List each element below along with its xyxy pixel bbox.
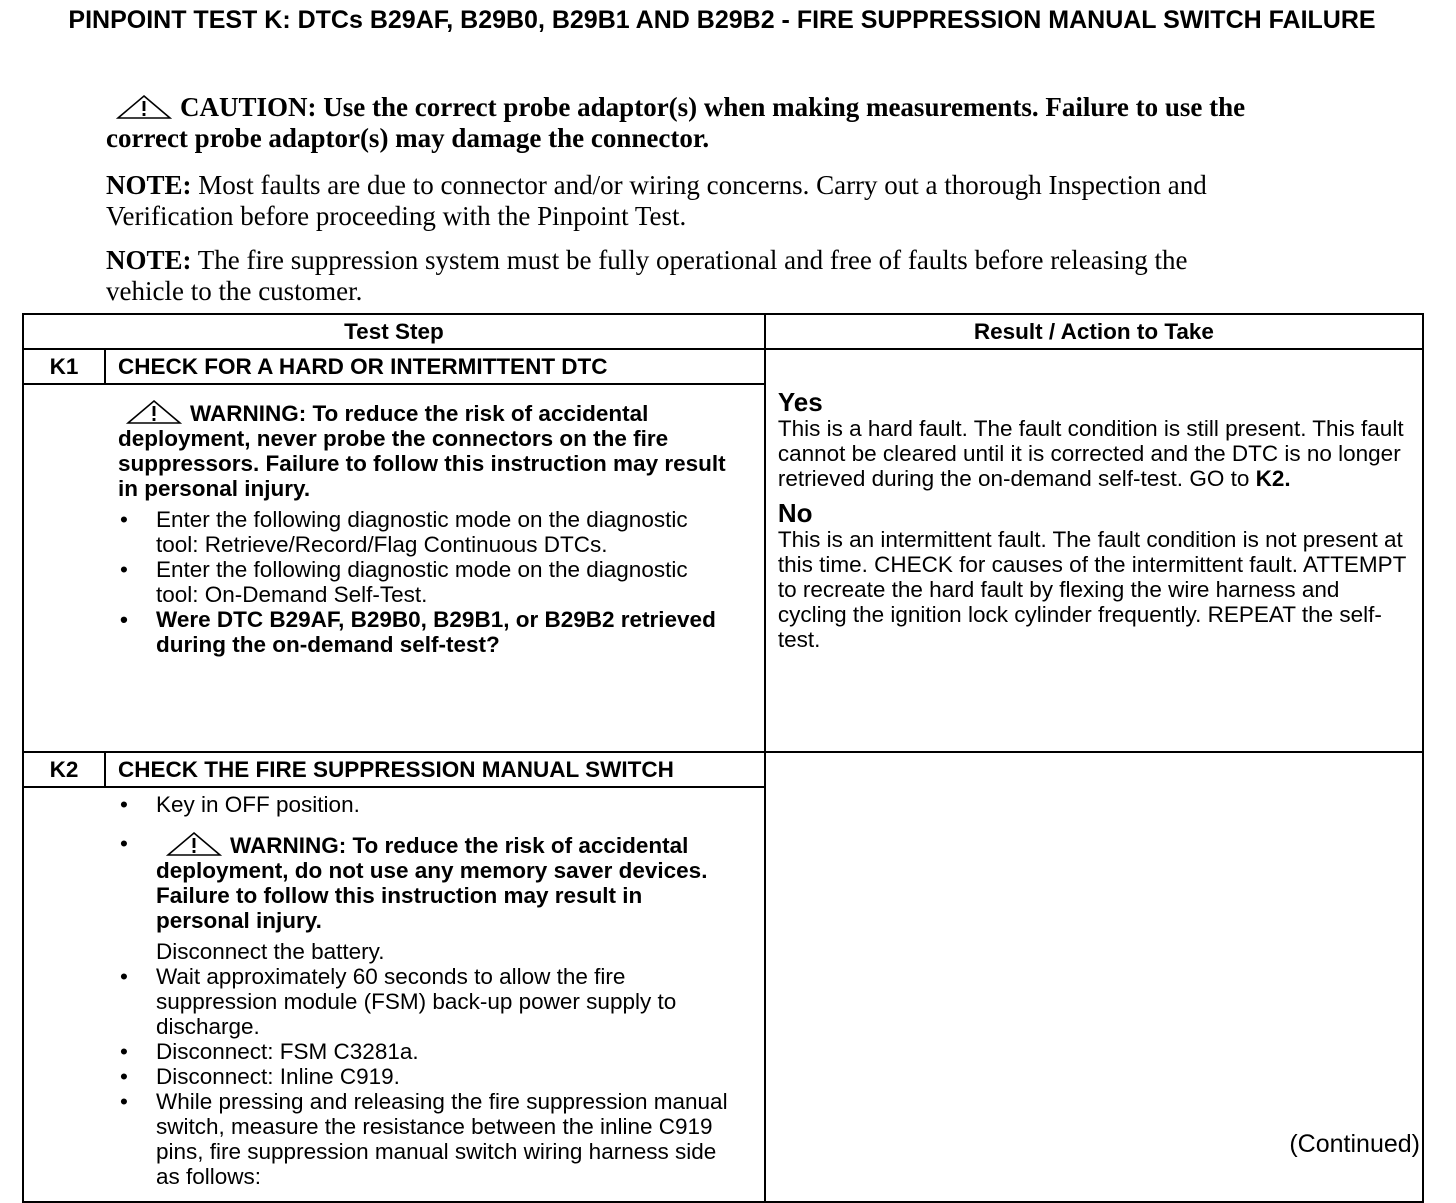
yes-text (778, 416, 1414, 491)
list-item-warning (118, 831, 734, 964)
step-id-k1: K1 (23, 349, 105, 384)
note-1 (106, 170, 1246, 232)
note-1-label: NOTE: (106, 170, 192, 200)
step-heading-k1: CHECK FOR A HARD OR INTERMITTENT DTC (105, 349, 765, 384)
note-1-text: Most faults are due to connector and/or wiring concerns. Carry out a thorough Inspection and Verification before proceeding with the Pinpoint Test. (106, 170, 1207, 231)
warning-triangle-icon (116, 94, 172, 120)
goto-k2: K2 (1255, 466, 1285, 491)
note-2 (106, 245, 1246, 307)
page-title: PINPOINT TEST K: DTCs B29AF, B29B0, B29B1 AND B29B2 - FIRE SUPPRESSION MANUAL SWITCH FAILURE (68, 6, 1376, 34)
step-id-k2: K2 (23, 752, 105, 787)
note-2-label: NOTE: (106, 245, 192, 275)
caution-note (106, 92, 1326, 154)
list-item: • Wait approximately 60 seconds to allow the fire suppression module (FSM) back-up power supply to discharge. (118, 964, 734, 1039)
list-item: • Disconnect: FSM C3281a. (118, 1039, 734, 1064)
list-item: • Enter the following diagnostic mode on the diagnostic tool: On-Demand Self-Test. (118, 557, 734, 607)
list-item: • Enter the following diagnostic mode on the diagnostic tool: Retrieve/Record/Flag Continuous DTCs. (118, 507, 734, 557)
step-body-k2 (23, 787, 765, 1202)
result-k1 (765, 349, 1423, 752)
list-item: • Were DTC B29AF, B29B0, B29B1, or B29B2 retrieved during the on-demand self-test? (118, 607, 734, 657)
header-result: Result / Action to Take (765, 314, 1423, 349)
header-test-step: Test Step (23, 314, 765, 349)
caution-text: CAUTION: Use the correct probe adaptor(s) when making measurements. Failure to use the correct probe adaptor(s) may damage the connector. (106, 92, 1246, 153)
yes-end: . (1284, 466, 1291, 491)
list-item: • Key in OFF position. (118, 792, 734, 817)
k2-warning (156, 833, 707, 933)
no-label: No (777, 498, 813, 528)
k1-list (118, 507, 734, 657)
k1-warning-text: WARNING: To reduce the risk of accidental deployment, never probe the connectors on the fire suppressors. Failure to follow this instruction may result in personal injury. (118, 401, 726, 501)
k2-list (118, 792, 734, 1189)
k1-warning (118, 399, 734, 501)
list-item: • While pressing and releasing the fire suppression manual switch, measure the resistance between the inline C919 pins, fire suppression manual switch wiring harness side as follows: (118, 1089, 734, 1189)
continued-label: (Continued) (1289, 1130, 1420, 1158)
yes-label: Yes (777, 387, 823, 417)
yes-body: This is a hard fault. The fault condition is still present. This fault cannot be cleared until it is corrected and the DTC is no longer retrieved during the on-demand self-test. GO to (777, 416, 1404, 491)
warning-triangle-icon (166, 831, 222, 857)
disconnect-battery: Disconnect the battery. (156, 939, 385, 964)
step-body-k1 (23, 384, 765, 752)
note-2-text: The fire suppression system must be fully operational and free of faults before releasing the vehicle to the customer. (106, 245, 1188, 306)
step-heading-k2: CHECK THE FIRE SUPPRESSION MANUAL SWITCH (105, 752, 765, 787)
k2-warning-text: WARNING: To reduce the risk of accidental deployment, do not use any memory saver devices. Failure to follow this instruction may result in personal injury. (156, 833, 708, 933)
list-item: • Disconnect: Inline C919. (118, 1064, 734, 1089)
pinpoint-table (22, 313, 1424, 1203)
warning-triangle-icon (126, 399, 182, 425)
no-text: This is an intermittent fault. The fault condition is not present at this time. CHECK for causes of the intermittent fault. ATTEMPT to recreate the hard fault by flexing the wire harness and cycling the ignition lock cylinder frequently. REPEAT the self-test. (777, 527, 1406, 652)
